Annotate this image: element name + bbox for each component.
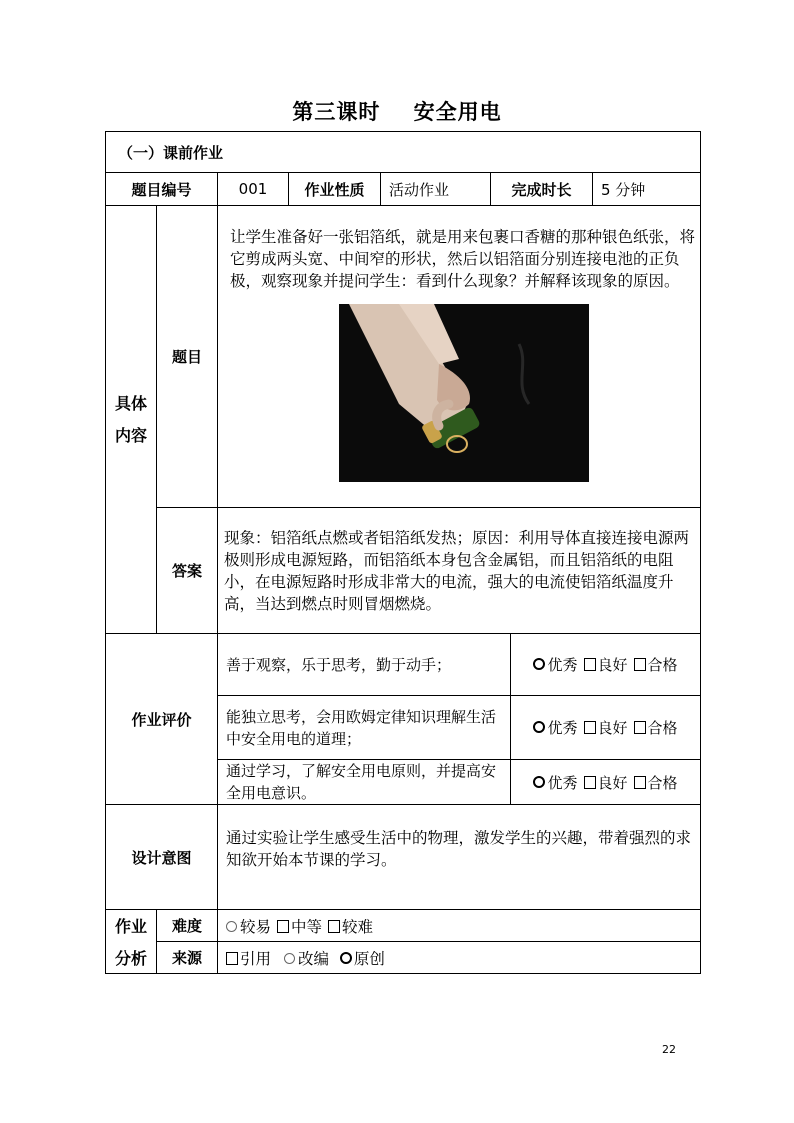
source-adapt: 改编 xyxy=(297,949,329,968)
checkbox-icon[interactable] xyxy=(584,721,596,734)
difficulty-hard: 较难 xyxy=(342,917,374,936)
design-label: 设计意图 xyxy=(106,805,218,910)
option-good-1: 良好 xyxy=(597,656,628,674)
radio-icon[interactable] xyxy=(284,953,295,964)
question-label: 题目 xyxy=(157,206,218,508)
battery-foil-photo xyxy=(339,304,589,482)
answer-text: 现象：铝箔纸点燃或者铝箔纸发热；原因：利用导体直接连接电源两极则形成电源短路，而铝箔纸本身包含金属铝，而且铝箔纸的电阻小，在电源短路时形成非常大的电流，强大的电流使铝箔纸温度升高，当达到燃点时则冒烟燃烧。 xyxy=(224,528,690,613)
checkbox-icon[interactable] xyxy=(328,920,340,933)
content-label xyxy=(106,206,157,634)
question-cell xyxy=(218,206,701,508)
time-value: 5 分钟 xyxy=(593,173,701,206)
evaluation-label: 作业评价 xyxy=(106,634,218,805)
source-original: 原创 xyxy=(353,949,385,968)
checkbox-icon[interactable] xyxy=(584,776,596,789)
checkbox-icon[interactable] xyxy=(277,920,289,933)
option-excellent-2: 优秀 xyxy=(547,719,578,737)
section-header: （一）课前作业 xyxy=(106,132,701,173)
page-title: 第三课时 安全用电 xyxy=(292,100,502,124)
evaluation-options-1 xyxy=(511,634,701,696)
source-label: 来源 xyxy=(157,942,218,974)
page-number: 22 xyxy=(662,1043,676,1056)
option-pass-3: 合格 xyxy=(647,773,678,792)
difficulty-label: 难度 xyxy=(157,910,218,942)
answer-cell xyxy=(218,508,701,634)
option-good-3: 良好 xyxy=(597,773,628,792)
question-text: 让学生准备好一张铝箔纸，就是用来包裹口香糖的那种银色纸张，将它剪成两头宽、中间窄的形状，然后以铝箔面分别连接电池的正负极，观察现象并提问学生：看到什么现象？并解释该现象的原因。 xyxy=(230,228,696,290)
evaluation-text-1: 善于观察，乐于思考，勤于动手； xyxy=(218,634,511,696)
checkbox-icon[interactable] xyxy=(634,658,646,671)
content-label-text: 具体 内容 xyxy=(114,393,147,445)
source-options xyxy=(218,942,701,974)
checkbox-icon[interactable] xyxy=(584,658,596,671)
checkbox-icon[interactable] xyxy=(634,721,646,734)
id-label: 题目编号 xyxy=(106,173,218,206)
checkbox-icon[interactable] xyxy=(226,952,238,965)
type-label: 作业性质 xyxy=(289,173,381,206)
answer-label: 答案 xyxy=(157,508,218,634)
option-pass-2: 合格 xyxy=(647,719,678,737)
analysis-label-bottom: 分析 xyxy=(106,942,157,974)
difficulty-options xyxy=(218,910,701,942)
analysis-label-top: 作业 xyxy=(106,910,157,942)
time-label: 完成时长 xyxy=(491,173,593,206)
radio-selected-icon[interactable] xyxy=(533,776,545,788)
id-value: 001 xyxy=(218,173,289,206)
type-value: 活动作业 xyxy=(381,173,491,206)
evaluation-options-2 xyxy=(511,696,701,760)
design-cell xyxy=(218,805,701,910)
option-excellent-1: 优秀 xyxy=(547,656,578,674)
evaluation-text-2: 能独立思考，会用欧姆定律知识理解生活中安全用电的道理； xyxy=(218,696,511,760)
radio-selected-icon[interactable] xyxy=(533,721,545,733)
option-pass-1: 合格 xyxy=(647,656,678,674)
radio-icon[interactable] xyxy=(226,921,237,932)
difficulty-easy: 较易 xyxy=(240,917,272,936)
design-text: 通过实验让学生感受生活中的物理，激发学生的兴趣，带着强烈的求知欲开始本节课的学习。 xyxy=(226,829,692,869)
evaluation-text-3: 通过学习，了解安全用电原则，并提高安全用电意识。 xyxy=(218,760,511,805)
source-quote: 引用 xyxy=(240,949,272,968)
radio-selected-icon[interactable] xyxy=(533,658,545,670)
difficulty-medium: 中等 xyxy=(291,917,323,936)
evaluation-options-3 xyxy=(511,760,701,805)
option-good-2: 良好 xyxy=(597,719,628,737)
radio-selected-icon[interactable] xyxy=(340,952,352,964)
option-excellent-3: 优秀 xyxy=(547,773,578,792)
checkbox-icon[interactable] xyxy=(634,776,646,789)
homework-table xyxy=(105,131,701,974)
